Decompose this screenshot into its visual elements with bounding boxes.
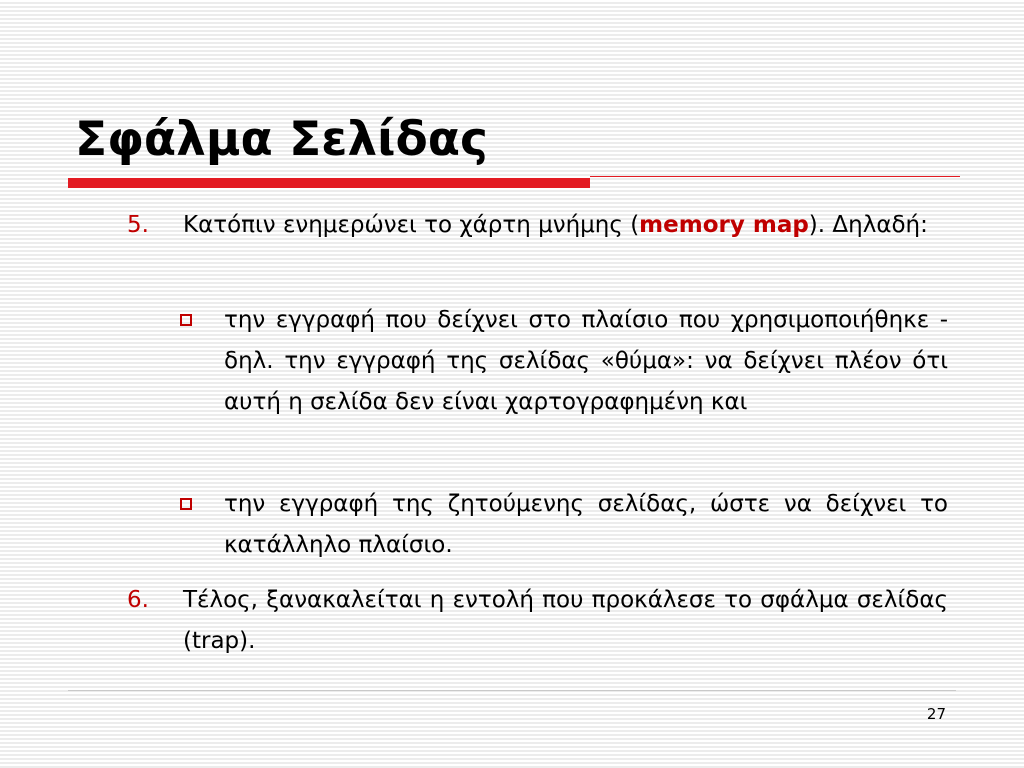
item-text: Κατόπιν ενημερώνει το χάρτη μνήμης ( — [183, 212, 640, 238]
title-underline-line — [590, 176, 960, 177]
sub-list-item: την εγγραφή της ζητούμενης σελίδας, ώστε να δείχνει το κατάλληλο πλαίσιο. — [224, 491, 948, 558]
footer-divider — [68, 690, 956, 691]
square-bullet-icon — [180, 314, 192, 326]
sub-list-item: την εγγραφή που δείχνει στο πλαίσιο που χρησιμοποιήθηκε - δηλ. την εγγραφή της σελίδας «θύμα»: να δείχνει πλέον ότι αυτή η σελίδα δεν είναι χαρτογραφημένη και — [224, 307, 948, 415]
list-item: Τέλος, ξανακαλείται η εντολή που προκάλεσε το σφάλμα σελίδας (trap). — [183, 587, 948, 654]
page-number: 27 — [926, 705, 946, 723]
square-bullet-icon — [180, 498, 192, 510]
list-number: 6. — [127, 587, 149, 613]
list-number: 5. — [127, 212, 149, 238]
highlight-term: memory map — [639, 212, 809, 238]
list-item — [183, 205, 948, 246]
slide-title: Σφάλμα Σελίδας — [75, 112, 488, 167]
title-underline-bar — [68, 178, 590, 188]
item-text: ). Δηλαδή: — [808, 212, 928, 238]
